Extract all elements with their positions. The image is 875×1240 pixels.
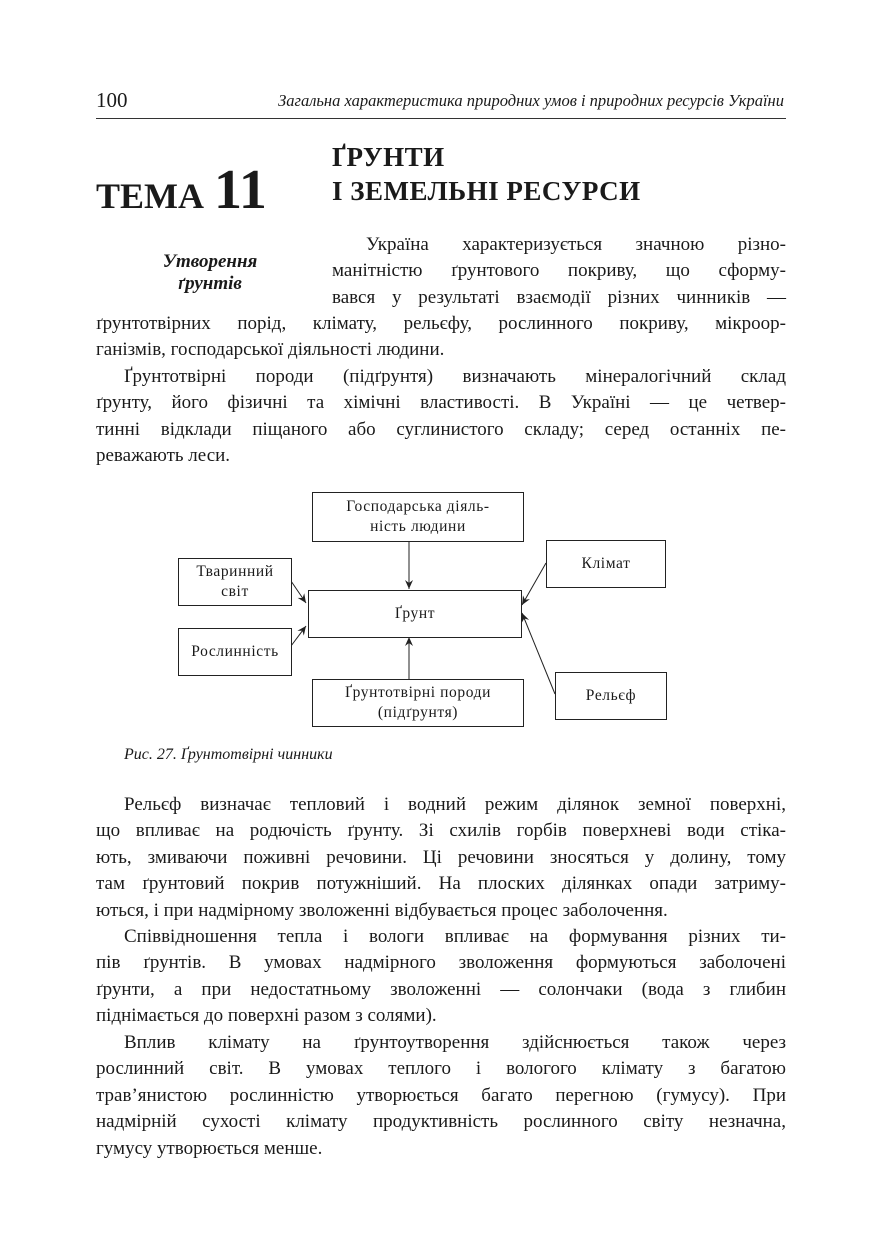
paragraph-2 (96, 364, 786, 470)
section-heading (142, 251, 278, 295)
diagram-box-flora-label: Рослинність (191, 643, 279, 660)
paragraph-5-line: трав’янистою рослинністю утворюється багато перегною (гумусу). При (96, 1084, 786, 1106)
diagram-box-human-activity (312, 492, 524, 542)
paragraph-3 (96, 792, 786, 924)
paragraph-3-line: ються, і при надмірному зволоженні відбувається процес заболочення. (96, 899, 668, 921)
paragraph-1-line: манітністю ґрунтового покриву, що сформу- (332, 260, 786, 282)
diagram-box-human-activity-line-2: ність людини (370, 518, 466, 535)
paragraph-5-line: гумусу утворюється менше. (96, 1137, 323, 1159)
diagram-box-flora (178, 628, 292, 676)
paragraph-5-line: рослинний світ. В умовах теплого і вологого клімату з багатою (96, 1058, 786, 1080)
paragraph-1-full (96, 311, 786, 364)
chapter-title-line-2: І ЗЕМЕЛЬНІ РЕСУРСИ (332, 176, 641, 206)
diagram-box-fauna (178, 558, 292, 606)
paragraph-3-line: там ґрунтовий покрив потужніший. На плоских ділянках опади затриму- (96, 873, 786, 895)
diagram-box-human-activity-line-1: Господарська діяль- (346, 498, 490, 515)
arrow-from-relief (522, 613, 555, 694)
diagram-box-relief (555, 672, 667, 720)
section-heading-line-1: Утворення (162, 251, 258, 272)
diagram-box-soil (308, 590, 522, 638)
paragraph-1-line: ганізмів, господарської діяльності людини. (96, 339, 445, 361)
paragraph-5-line: надмірній сухості клімату продуктивність рослинного світу незначна, (96, 1111, 786, 1133)
diagram-box-parent-rock-line-2: (підґрунтя) (377, 704, 459, 721)
diagram-box-fauna-line-2: світ (221, 583, 249, 600)
section-heading-line-2: ґрунтів (178, 273, 242, 294)
arrow-from-fauna (291, 581, 306, 603)
arrow-from-flora (291, 626, 306, 646)
paragraph-3-line: ють, змиваючи поживні речовини. Ці речовини зносяться у долину, тому (96, 846, 786, 868)
paragraph-4-line: пів ґрунтів. В умовах надмірного зволоження формуються заболочені (96, 952, 786, 974)
paragraph-2-line: реважають леси. (96, 445, 231, 467)
diagram-box-fauna-line-1: Тваринний (196, 563, 274, 580)
paragraph-1-line: ґрунтотвірних порід, клімату, рельєфу, рослинного покриву, мікроор- (96, 313, 786, 334)
diagram-box-parent-rock-line-1: Ґрунтотвірні породи (345, 684, 491, 701)
diagram-box-soil-label: Ґрунт (394, 605, 436, 622)
paragraph-3-line: Рельєф визначає тепловий і водний режим ділянок земної поверхні, (124, 794, 786, 815)
chapter-title (332, 140, 641, 208)
diagram-box-climate-label: Клімат (581, 555, 631, 572)
paragraph-4-line: піднімається до поверхні разом з солями). (96, 1005, 437, 1027)
page-number: 100 (96, 88, 128, 112)
paragraph-5-line: Вплив клімату на ґрунтоутворення здійснюється також через (124, 1032, 786, 1053)
figure-caption: Рис. 27. Ґрунтотвірні чинники (124, 746, 333, 763)
paragraph-4-line: ґрунти, а при недостатньому зволоженні — солончаки (вода з глибин (96, 978, 786, 1000)
chapter-label-word: ТЕМА (96, 176, 204, 216)
paragraph-1-line: вався у результаті взаємодії різних чинників — (332, 286, 786, 308)
paragraph-2-line: тинні відклади піщаного або суглинистого складу; серед останніх пе- (96, 418, 786, 440)
paragraph-1-wrapped (332, 232, 786, 311)
arrow-from-climate (522, 563, 546, 605)
paragraph-1-line: Україна характеризується значною різно- (366, 234, 786, 255)
paragraph-2-line: ґрунту, його фізичні та хімічні властивості. В Україні — це четвер- (96, 392, 786, 414)
paragraph-3-line: що впливає на родючість ґрунту. Зі схилів горбів поверхневі води стіка- (96, 820, 786, 842)
chapter-number: 11 (214, 159, 267, 221)
diagram-box-relief-label: Рельєф (585, 687, 637, 704)
paragraph-5 (96, 1030, 786, 1162)
chapter-title-line-1: ҐРУНТИ (332, 142, 445, 172)
running-title: Загальна характеристика природних умов і природних ресурсів України (278, 91, 784, 110)
diagram-box-parent-rock (312, 679, 524, 727)
paragraph-4-line: Співвідношення тепла і вологи впливає на формування різних ти- (124, 926, 786, 947)
diagram-box-climate (546, 540, 666, 588)
paragraph-2-line: Ґрунтотвірні породи (підґрунтя) визначають мінералогічний склад (124, 366, 786, 387)
chapter-label (96, 159, 267, 221)
paragraph-4 (96, 924, 786, 1030)
page-header (96, 88, 786, 119)
